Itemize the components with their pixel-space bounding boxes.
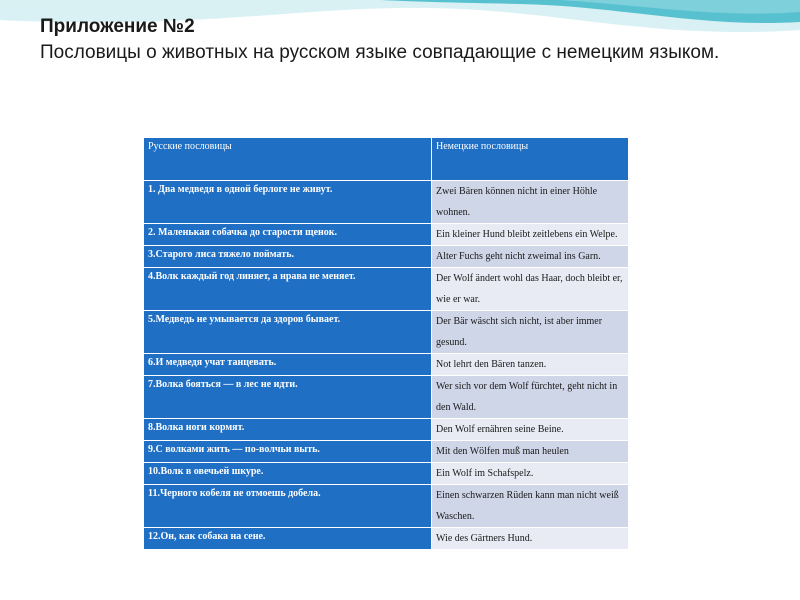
- russian-proverb: 4.Волк каждый год линяет, а нрава не меняет.: [144, 268, 432, 311]
- german-proverb: Ein Wolf im Schafspelz.: [432, 463, 629, 485]
- german-proverb: Den Wolf ernähren seine Beine.: [432, 419, 629, 441]
- table-row: [144, 224, 629, 246]
- table-row: [144, 311, 629, 354]
- german-proverb: Der Wolf ändert wohl das Haar, doch bleibt er, wie er war.: [432, 268, 629, 311]
- german-proverb: Ein kleiner Hund bleibt zeitlebens ein Welpe.: [432, 224, 629, 246]
- russian-proverb: 2. Маленькая собачка до старости щенок.: [144, 224, 432, 246]
- russian-proverb: 6.И медведя учат танцевать.: [144, 354, 432, 376]
- table-header-row: [144, 138, 629, 181]
- german-proverb: Not lehrt den Bären tanzen.: [432, 354, 629, 376]
- russian-proverb: 9.С волками жить — по-волчьи выть.: [144, 441, 432, 463]
- russian-proverb: 11.Черного кобеля не отмоешь добела.: [144, 485, 432, 528]
- table-row: [144, 485, 629, 528]
- proverbs-table: [143, 137, 629, 550]
- table-row: [144, 463, 629, 485]
- table-row: [144, 441, 629, 463]
- russian-proverb: 1. Два медведя в одной берлоге не живут.: [144, 181, 432, 224]
- german-proverb: Wie des Gärtners Hund.: [432, 528, 629, 550]
- header-german: Немецкие пословицы: [432, 138, 629, 181]
- header-russian: Русские пословицы: [144, 138, 432, 181]
- german-proverb: Mit den Wölfen muß man heulen: [432, 441, 629, 463]
- table-row: [144, 419, 629, 441]
- table-row: [144, 354, 629, 376]
- russian-proverb: 5.Медведь не умывается да здоров бывает.: [144, 311, 432, 354]
- russian-proverb: 8.Волка ноги кормят.: [144, 419, 432, 441]
- german-proverb: Wer sich vor dem Wolf fürchtet, geht nicht in den Wald.: [432, 376, 629, 419]
- table-row: [144, 246, 629, 268]
- table-row: [144, 268, 629, 311]
- table-row: [144, 181, 629, 224]
- slide-title: [40, 14, 780, 66]
- russian-proverb: 7.Волка бояться — в лес не идти.: [144, 376, 432, 419]
- german-proverb: Der Bär wäscht sich nicht, ist aber immer gesund.: [432, 311, 629, 354]
- appendix-title: Приложение №2: [40, 16, 195, 37]
- russian-proverb: 3.Старого лиса тяжело поймать.: [144, 246, 432, 268]
- russian-proverb: 12.Он, как собака на сене.: [144, 528, 432, 550]
- table-row: [144, 376, 629, 419]
- slide-subtitle: Пословицы о животных на русском языке совпадающие с немецким языком.: [40, 42, 720, 63]
- russian-proverb: 10.Волк в овечьей шкуре.: [144, 463, 432, 485]
- german-proverb: Einen schwarzen Rüden kann man nicht weiß Waschen.: [432, 485, 629, 528]
- german-proverb: Zwei Bären können nicht in einer Höhle wohnen.: [432, 181, 629, 224]
- table-row: [144, 528, 629, 550]
- german-proverb: Alter Fuchs geht nicht zweimal ins Garn.: [432, 246, 629, 268]
